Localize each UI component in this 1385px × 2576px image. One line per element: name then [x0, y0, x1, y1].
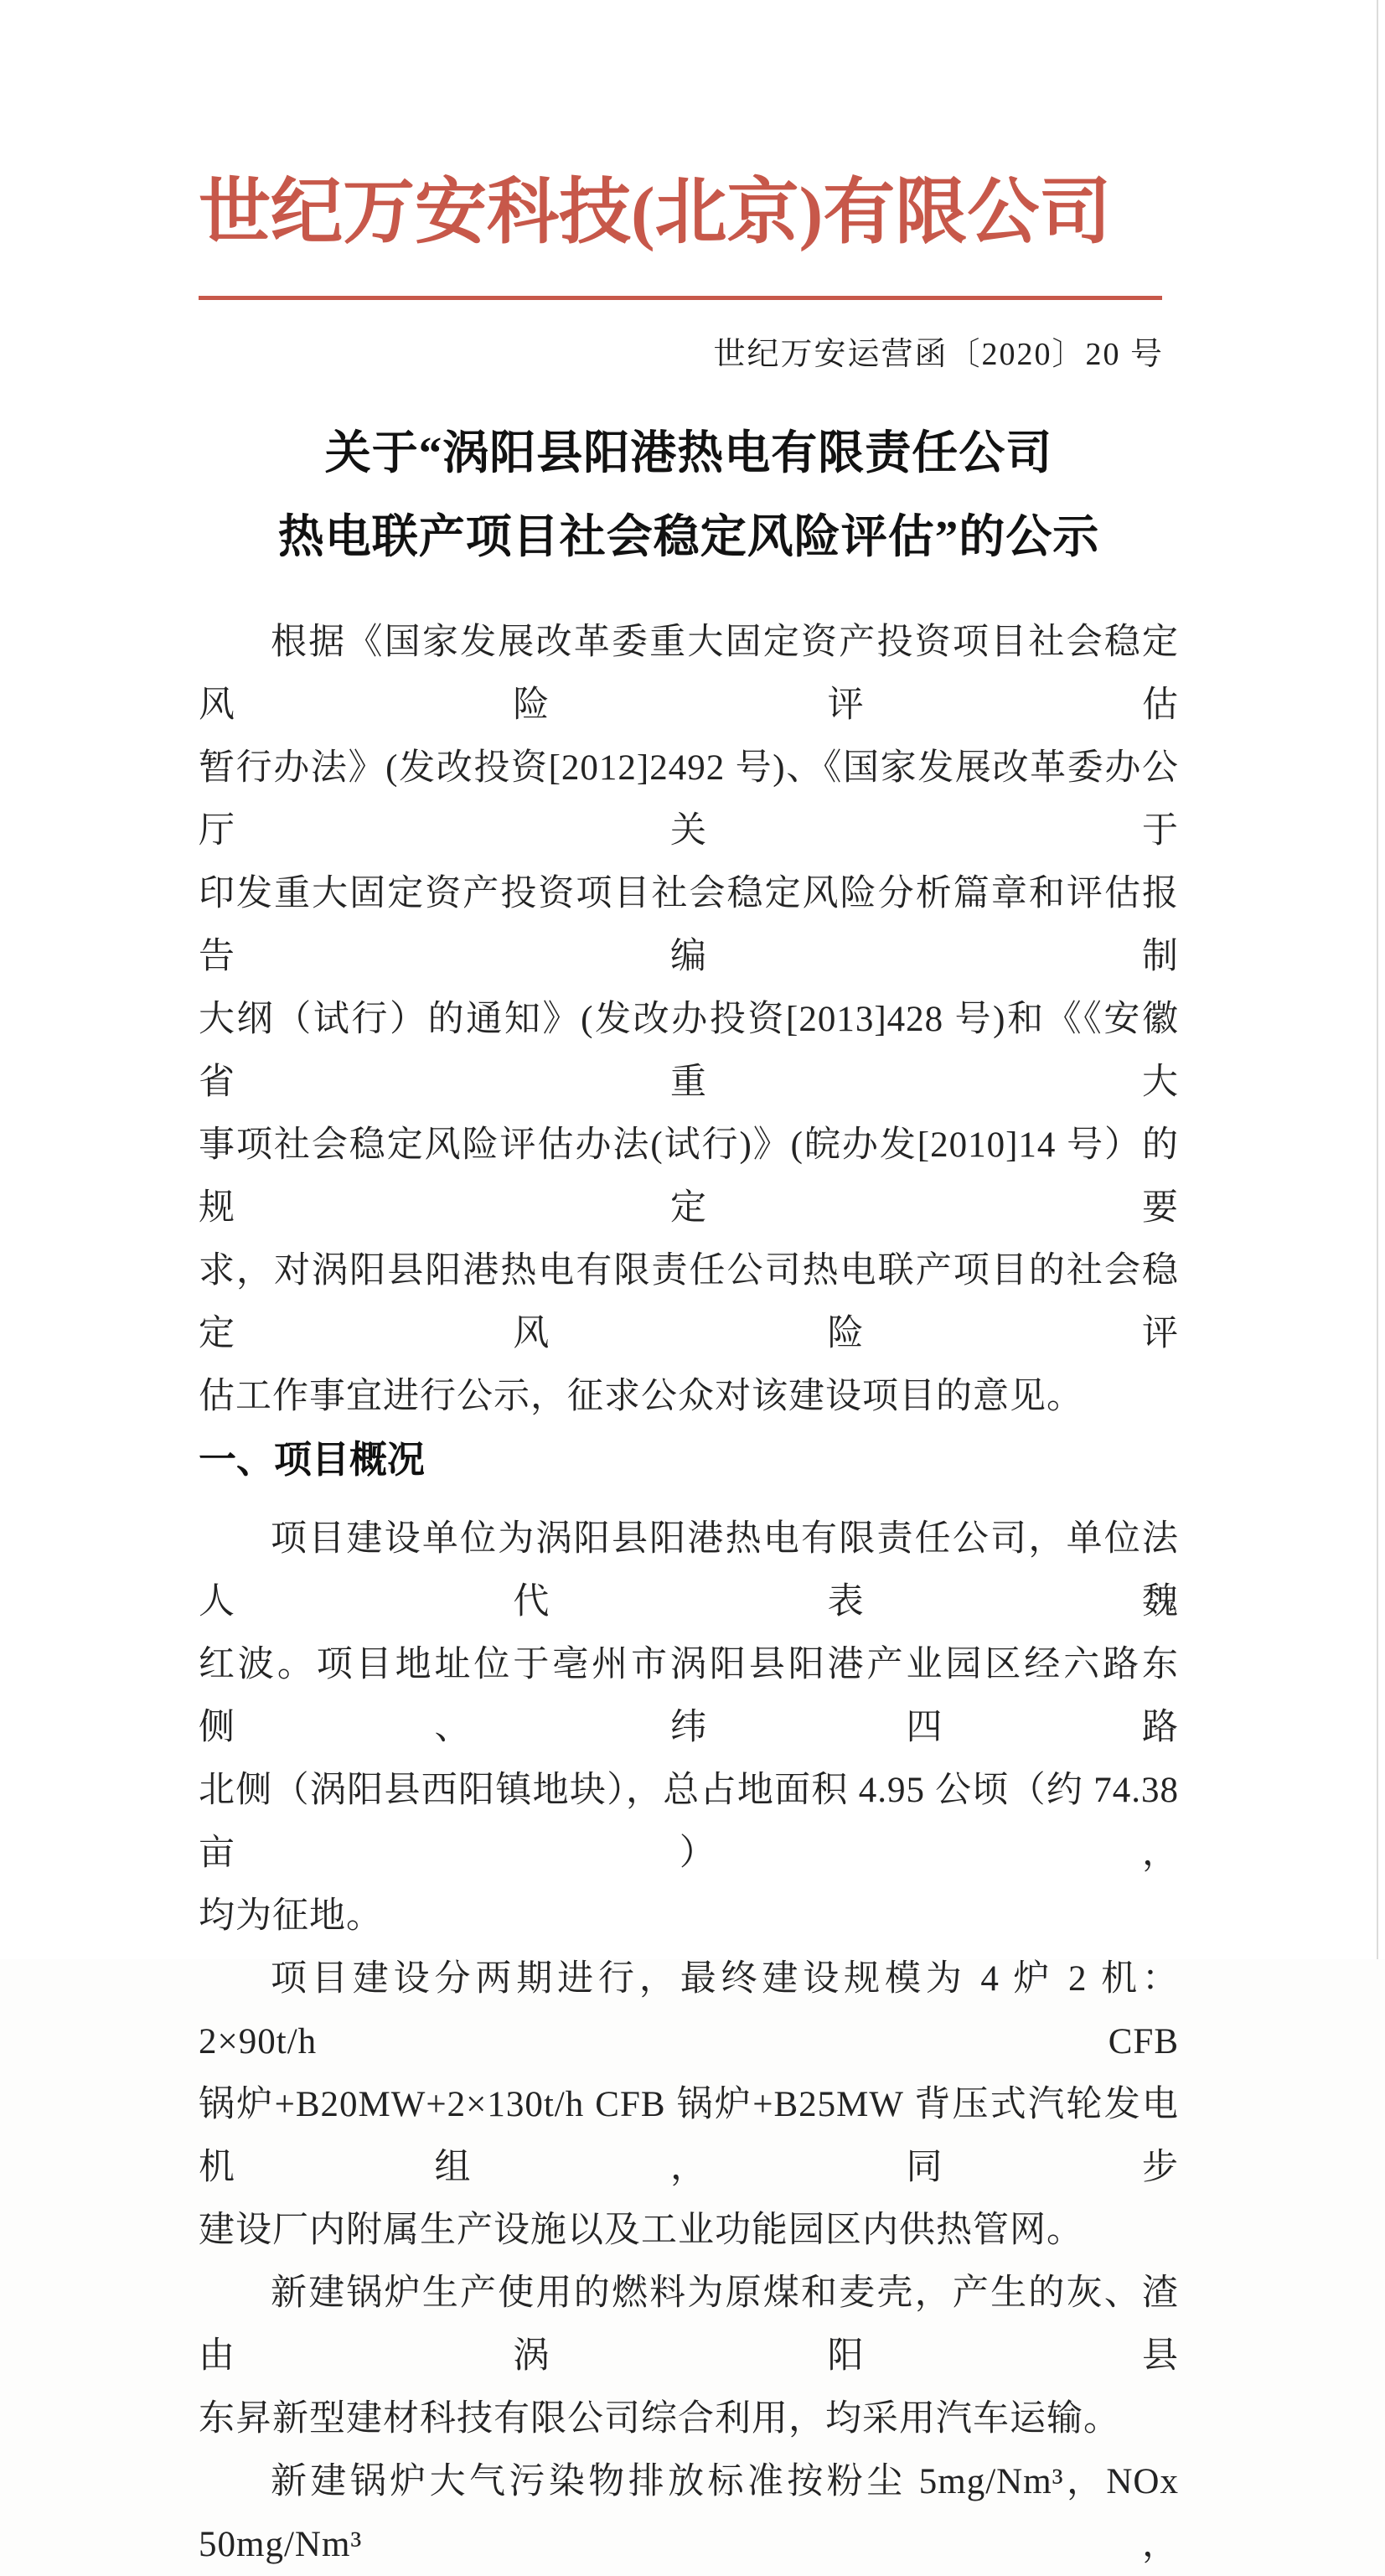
section-heading-project-overview: 一、项目概况 [199, 1437, 426, 1482]
document-number: 世纪万安运营函〔2020〕20 号 [713, 337, 1164, 373]
paragraph-project-location [199, 1508, 1179, 1948]
body-line: 建设厂内附属生产设施以及工业功能园区内供热管网。 [199, 2211, 1083, 2251]
body-line: 新建锅炉生产使用的燃料为原煤和麦壳，产生的灰、渣由涡阳县 [199, 2273, 1179, 2377]
body-line: 项目建设单位为涡阳县阳港热电有限责任公司，单位法人代表魏 [199, 1519, 1179, 1622]
body-line: 暂行办法》(发改投资[2012]2492 号)、《国家发展改革委办公厅关于 [199, 748, 1179, 851]
paragraph-construction-scale [199, 1948, 1179, 2262]
document-content [199, 0, 1179, 2576]
document-title [199, 411, 1179, 579]
body-line: 根据《国家发展改革委重大固定资产投资项目社会稳定风险评估 [199, 623, 1179, 726]
letterhead-divider-rule [199, 296, 1162, 300]
body-line: 项目建设分两期进行，最终建设规模为 4 炉 2 机：2×90t/h CFB [199, 1959, 1179, 2062]
body-line: 锅炉+B20MW+2×130t/h CFB 锅炉+B25MW 背压式汽轮发电机组，同步 [199, 2085, 1179, 2188]
paragraph-legal-basis [199, 611, 1179, 1428]
body-line: 大纲（试行）的通知》(发改办投资[2013]428 号)和《《安徽省重大 [199, 1000, 1179, 1103]
document-body [199, 611, 1179, 2576]
document-title-line-2: 热电联产项目社会稳定风险评估”的公示 [277, 511, 1100, 563]
letterhead-company-name: 世纪万安科技(北京)有限公司 [199, 172, 1112, 252]
body-line: 均为征地。 [199, 1896, 383, 1937]
body-line: 北侧（涡阳县西阳镇地块），总占地面积 4.95 公顷（约 74.38 亩）， [199, 1771, 1179, 1874]
body-line: 新建锅炉大气污染物排放标准按粉尘 5mg/Nm³，NOx 50mg/Nm³， [199, 2462, 1179, 2565]
body-line: 事项社会稳定风险评估办法(试行)》(皖办发[2010]14 号）的规定要 [199, 1125, 1179, 1229]
body-line: 估工作事宜进行公示，征求公众对该建设项目的意见。 [199, 1377, 1083, 1417]
paragraph-fuel-and-ash [199, 2262, 1179, 2450]
document-title-line-1: 关于“涡阳县阳港热电有限责任公司 [324, 427, 1053, 479]
body-line: 印发重大固定资产投资项目社会稳定风险分析篇章和评估报告编制 [199, 874, 1179, 977]
body-line: 红波。项目地址位于亳州市涡阳县阳港产业园区经六路东侧、纬四路 [199, 1645, 1179, 1748]
body-line: 东昇新型建材科技有限公司综合利用，均采用汽车运输。 [199, 2399, 1120, 2439]
body-line: 求，对涡阳县阳港热电有限责任公司热电联产项目的社会稳定风险评 [199, 1251, 1179, 1354]
paragraph-emission-standards [199, 2450, 1179, 2576]
scan-edge-artifact [1377, 0, 1378, 1959]
